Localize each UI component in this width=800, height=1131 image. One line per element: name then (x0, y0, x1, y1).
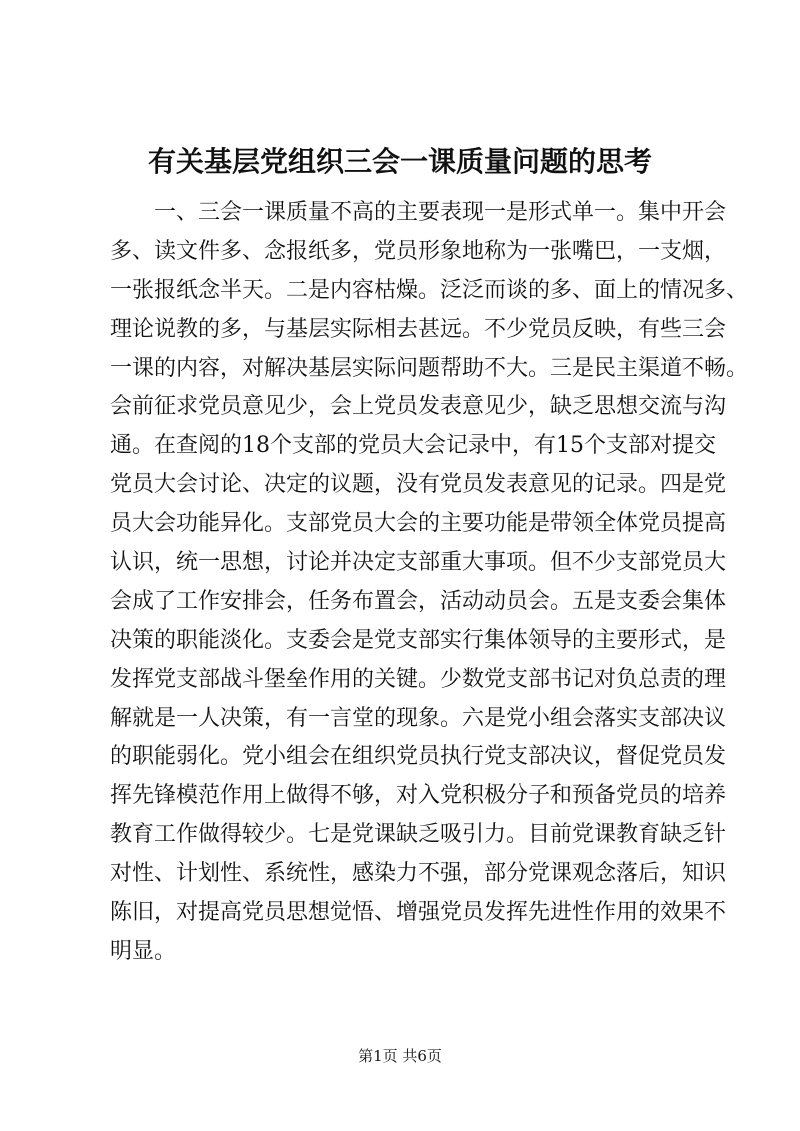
paragraph-line: 理论说教的多，与基层实际相去甚远。不少党员反映，有些三会 (110, 316, 727, 342)
paragraph-line: 多、读文件多、念报纸多，党员形象地称为一张嘴巴，一支烟， (110, 238, 727, 264)
paragraph-line: 通。在查阅的18个支部的党员大会记录中，有15个支部对提交 (110, 433, 716, 459)
paragraph-line: 决策的职能淡化。支委会是党支部实行集体领导的主要形式，是 (110, 627, 727, 653)
paragraph-line: 一课的内容，对解决基层实际问题帮助不大。三是民主渠道不畅。 (110, 355, 749, 381)
paragraph-line: 党员大会讨论、决定的议题，没有党员发表意见的记录。四是党 (110, 472, 727, 498)
paragraph-line: 的职能弱化。党小组会在组织党员执行党支部决议，督促党员发 (110, 744, 727, 770)
paragraph-line: 解就是一人决策，有一言堂的现象。六是党小组会落实支部决议 (110, 705, 727, 731)
paragraph-line: 会成了工作安排会，任务布置会，活动动员会。五是支委会集体 (110, 588, 727, 614)
page-number-footer: 第1页 共6页 (358, 1047, 442, 1065)
paragraph-line: 挥先锋模范作用上做得不够，对入党积极分子和预备党员的培养 (110, 783, 727, 809)
paragraph-line: 发挥党支部战斗堡垒作用的关键。少数党支部书记对负总责的理 (110, 666, 727, 692)
body-paragraph (110, 194, 749, 972)
paragraph-line: 教育工作做得较少。七是党课缺乏吸引力。目前党课教育缺乏针 (110, 822, 727, 848)
paragraph-line: 对性、计划性、系统性，感染力不强，部分党课观念落后，知识 (110, 861, 727, 887)
paragraph-line: 陈旧，对提高党员思想觉悟、增强党员发挥先进性作用的效果不 (110, 900, 727, 926)
document-title: 有关基层党组织三会一课质量问题的思考 (147, 145, 652, 178)
paragraph-line: 明显。 (110, 938, 177, 964)
paragraph-line: 会前征求党员意见少，会上党员发表意见少，缺乏思想交流与沟 (110, 394, 727, 420)
paragraph-line: 认识，统一思想，讨论并决定支部重大事项。但不少支部党员大 (110, 550, 727, 576)
paragraph-line: 一、三会一课质量不高的主要表现一是形式单一。集中开会 (154, 200, 727, 225)
paragraph-line: 一张报纸念半天。二是内容枯燥。泛泛而谈的多、面上的情况多、 (110, 277, 749, 303)
paragraph-line: 员大会功能异化。支部党员大会的主要功能是带领全体党员提高 (110, 511, 727, 537)
